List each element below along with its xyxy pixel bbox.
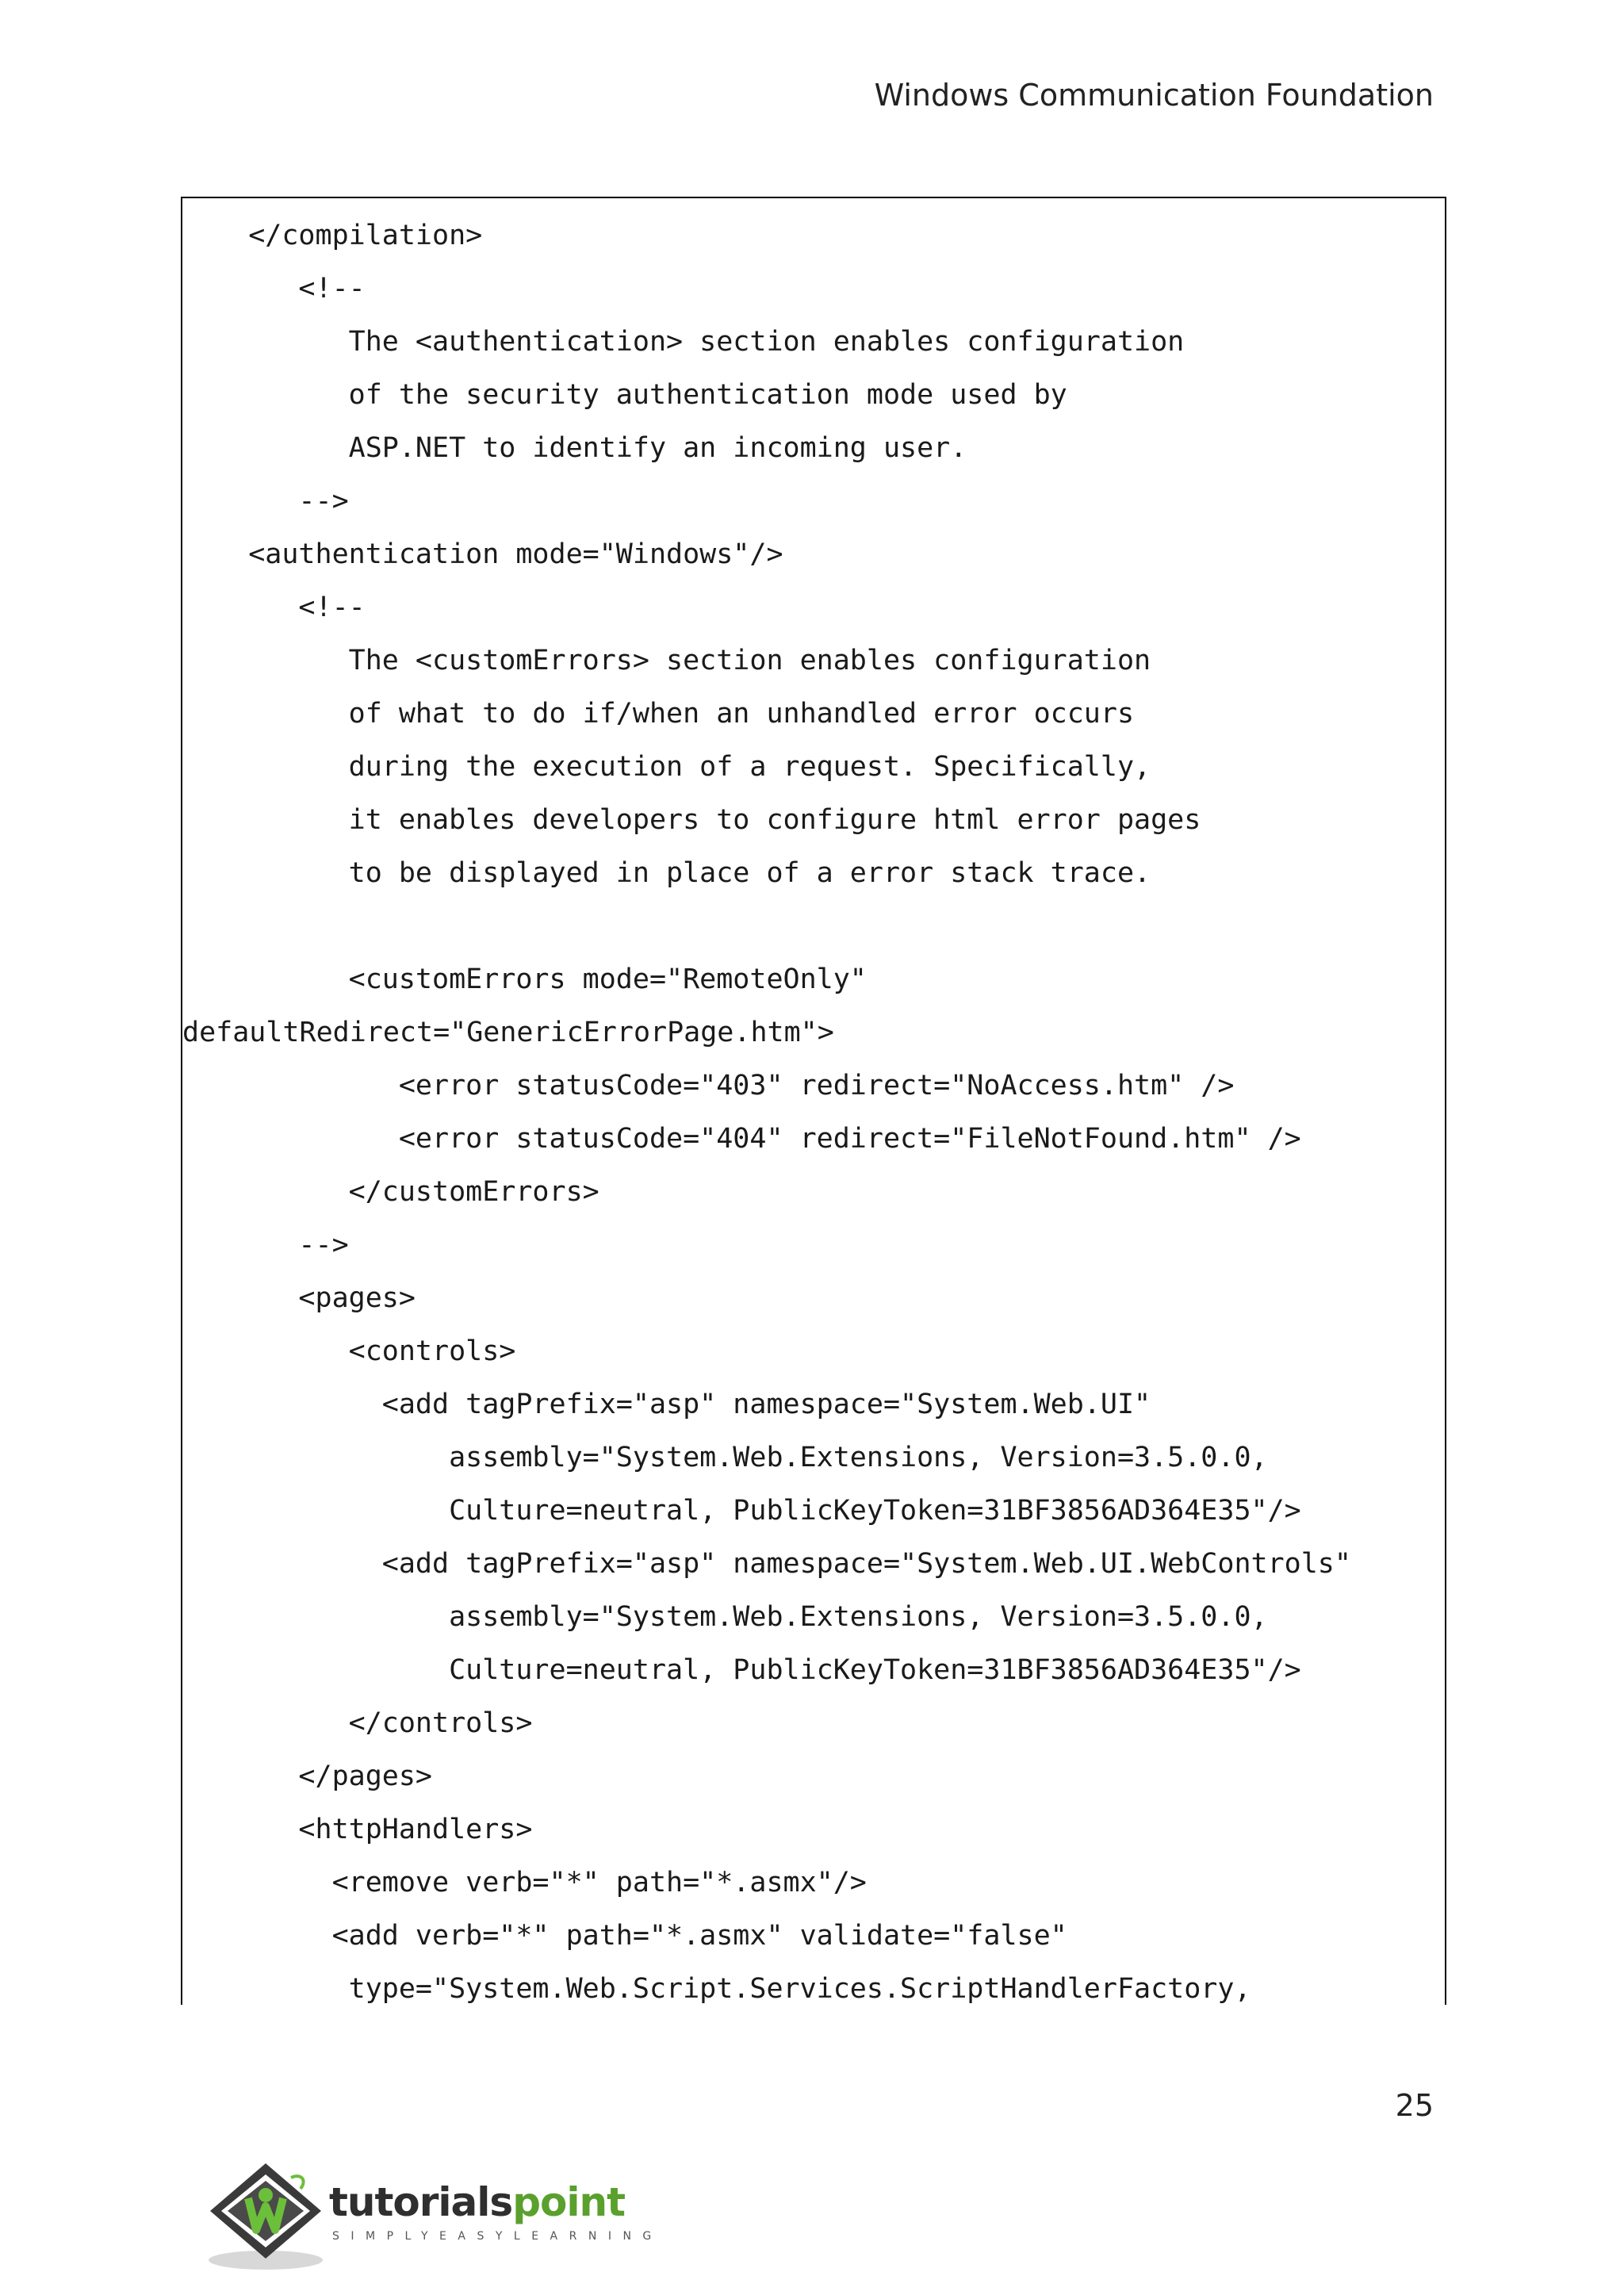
code-line: of the security authentication mode used by (198, 379, 1067, 411)
code-block (181, 197, 1446, 2005)
code-line: <!-- (198, 273, 366, 305)
code-line: assembly="System.Web.Extensions, Version=3.5.0.0, (198, 1601, 1268, 1633)
code-line: </compilation> (198, 220, 483, 251)
code-line: --> (198, 1229, 349, 1261)
logo-tagline: SIMPLYEASYLEARNING (332, 2230, 663, 2243)
code-line: <pages> (198, 1282, 416, 1314)
code-line: ASP.NET to identify an incoming user. (198, 432, 967, 464)
code-line: assembly="System.Web.Extensions, Version=3.5.0.0, (198, 1442, 1268, 1473)
code-line: during the execution of a request. Specifically, (198, 751, 1151, 783)
code-line: <authentication mode="Windows"/> (198, 538, 783, 570)
logo-word-tutorials: tutorials (329, 2179, 513, 2225)
code-line: to be displayed in place of a error stack trace. (198, 857, 1151, 889)
code-line: <error statusCode="404" redirect="FileNotFound.htm" /> (198, 1123, 1301, 1155)
page-number: 25 (1395, 2088, 1434, 2123)
code-line: <controls> (198, 1335, 516, 1367)
code-line: <!-- (198, 592, 366, 623)
tutorialspoint-logo (202, 2157, 662, 2276)
code-line: Culture=neutral, PublicKeyToken=31BF3856AD364E35"/> (198, 1495, 1301, 1527)
code-line: of what to do if/when an unhandled error occurs (198, 698, 1135, 730)
code-line: <add verb="*" path="*.asmx" validate="false" (198, 1920, 1067, 1952)
code-line: Culture=neutral, PublicKeyToken=31BF3856AD364E35"/> (198, 1654, 1301, 1686)
code-line (198, 900, 1351, 953)
code-line: <add tagPrefix="asp" namespace="System.Web.UI" (198, 1389, 1151, 1420)
code-line: it enables developers to configure html error pages (198, 804, 1201, 836)
code-line: </pages> (198, 1761, 433, 1792)
code-line: </customErrors> (198, 1176, 599, 1208)
running-header-title: Windows Communication Foundation (874, 78, 1434, 113)
code-line: <error statusCode="403" redirect="NoAccess.htm" /> (198, 1070, 1235, 1102)
code-lines (182, 209, 1351, 2016)
tutorialspoint-logo-icon (202, 2157, 329, 2276)
logo-word-point: point (512, 2179, 625, 2225)
code-line: The <customErrors> section enables configuration (198, 645, 1151, 676)
logo-wordmark (329, 2179, 625, 2225)
code-line: <remove verb="*" path="*.asmx"/> (198, 1867, 867, 1898)
code-line: </controls> (198, 1707, 533, 1739)
code-line: <customErrors mode="RemoteOnly" (198, 964, 867, 995)
code-line: The <authentication> section enables configuration (198, 326, 1185, 358)
code-line: type="System.Web.Script.Services.ScriptHandlerFactory, (198, 1973, 1251, 2005)
code-line: <httpHandlers> (198, 1814, 533, 1845)
code-line: --> (198, 485, 349, 517)
code-line: <add tagPrefix="asp" namespace="System.Web.UI.WebControls" (198, 1548, 1351, 1580)
code-line: defaultRedirect="GenericErrorPage.htm"> (182, 1017, 834, 1048)
